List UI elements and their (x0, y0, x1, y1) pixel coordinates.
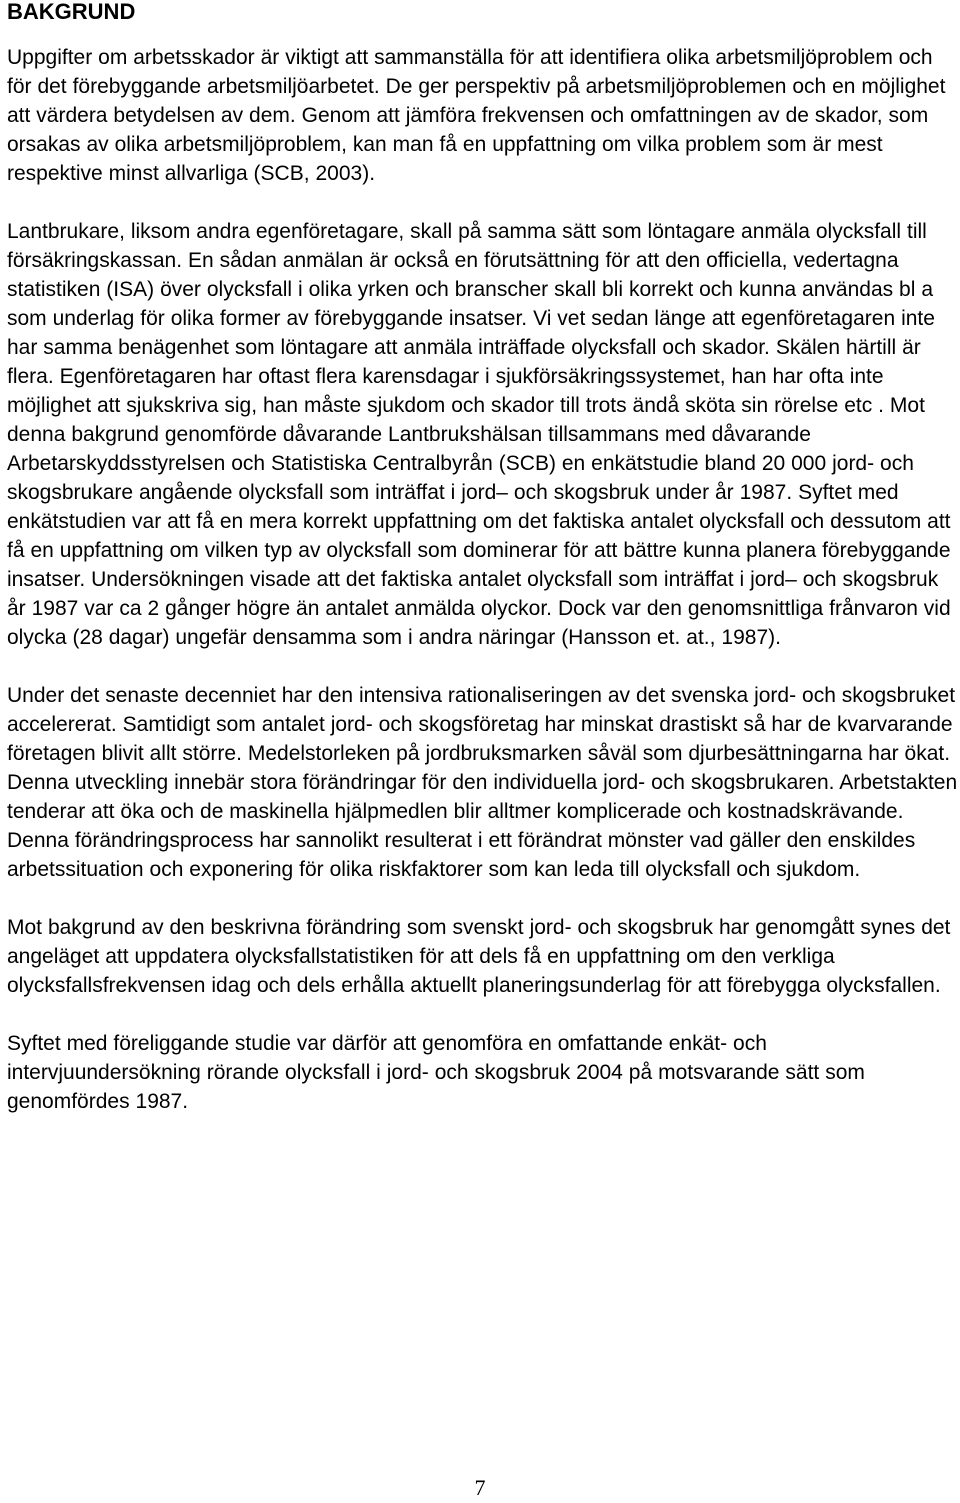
paragraph-4: Mot bakgrund av den beskrivna förändring som svenskt jord- och skogsbruk har genomgått synes det angeläget att uppdatera olycksfallstatistiken för att dels få en uppfattning om den verkliga olycksfallsfrekvensen idag och dels erhålla aktuellt planeringsunderlag för att förebygga olycksfallen. (7, 916, 951, 997)
page-number: 7 (474, 1475, 486, 1500)
section-heading: BAKGRUND (7, 0, 136, 24)
paragraph-1: Uppgifter om arbetsskador är viktigt att sammanställa för att identifiera olika arbetsmiljöproblem och för det förebyggande arbetsmiljöarbetet. De ger perspektiv på arbetsmiljöproblemen och en möjlighet att värdera betydelsen av dem. Genom att jämföra frekvensen och omfattningen av de skador, som orsakas av olika arbetsmiljöproblem, kan man få en uppfattning om vilka problem som är mest respektive minst allvarliga (SCB, 2003). (7, 46, 946, 185)
paragraph-3: Under det senaste decenniet har den intensiva rationaliseringen av det svenska jord- och skogsbruket accelererat. Samtidigt som antalet jord- och skogsföretag har minskat drastiskt så har de kvarvarande företagen blivit allt större. Medelstorleken på jordbruksmarken såväl som djurbesättningarna har ökat. Denna utveckling innebär stora förändringar för den individuella jord- och skogsbrukaren. Arbetstakten tenderar att öka och de maskinella hjälpmedlen blir alltmer komplicerade och kostnadskrävande. Denna förändringsprocess har sannolikt resulterat i ett förändrat mönster vad gäller den enskildes arbetssituation och exponering för olika riskfaktorer som kan leda till olycksfall och sjukdom. (7, 684, 958, 881)
page-content (7, 0, 959, 1116)
paragraph-2: Lantbrukare, liksom andra egenföretagare, skall på samma sätt som löntagare anmäla olycksfall till försäkringskassan. En sådan anmälan är också en förutsättning för att den officiella, vedertagna statistiken (ISA) över olycksfall i olika yrken och branscher skall bli korrekt och kunna användas bl a som underlag för olika former av förebyggande insatser. Vi vet sedan länge att egenföretagaren inte har samma benägenhet som löntagare att anmäla inträffade olycksfall och skador. Skälen härtill är flera. Egenföretagaren har oftast flera karensdagar i sjukförsäkringssystemet, han har ofta inte möjlighet att sjukskriva sig, han måste sjukdom och skador till trots ändå sköta sin rörelse etc . Mot denna bakgrund genomförde dåvarande Lantbrukshälsan tillsammans med dåvarande Arbetarskyddsstyrelsen och Statistiska Centralbyrån (SCB) en enkätstudie bland 20 000 jord- och skogsbrukare angående olycksfall som inträffat i jord– och skogsbruk under år 1987. Syftet med enkätstudien var att få en mera korrekt uppfattning om det faktiska antalet olycksfall och dessutom att få en uppfattning om vilken typ av olycksfall som dominerar för att bättre kunna planera förebyggande insatser. Undersökningen visade att det faktiska antalet olycksfall som inträffat i jord– och skogsbruk år 1987 var ca 2 gånger högre än antalet anmälda olyckor. Dock var den genomsnittliga frånvaron vid olycka (28 dagar) ungefär densamma som i andra näringar (Hansson et. at., 1987). (7, 220, 951, 649)
paragraph-5: Syftet med föreliggande studie var därför att genomföra en omfattande enkät- och intervjuundersökning rörande olycksfall i jord- och skogsbruk 2004 på motsvarande sätt som genomfördes 1987. (7, 1032, 865, 1113)
